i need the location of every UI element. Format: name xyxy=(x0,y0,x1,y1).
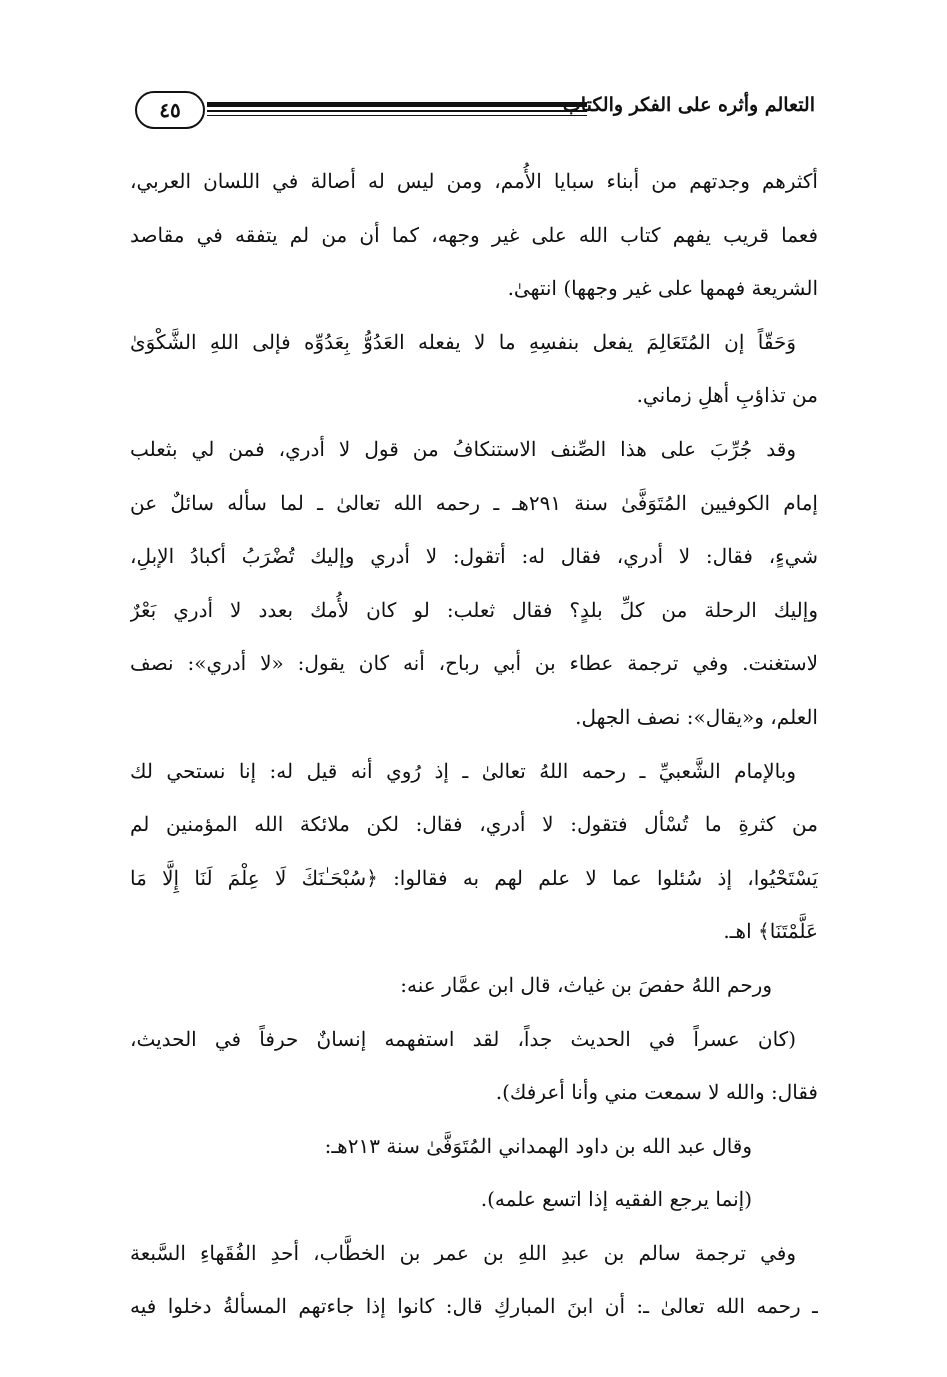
header-rule-thin xyxy=(207,115,587,116)
text-line: وفي ترجمة سالم بن عبدِ اللهِ بن عمر بن الخطَّاب، أحدِ الفُقَهاءِ السَّبعة xyxy=(130,1240,796,1265)
text-line: الشريعة فهمها على غير وجهها) انتهىٰ. xyxy=(507,276,818,301)
text-line: وإليك الرحلة من كلِّ بلدٍ؟ فقال ثعلب: لو كان لأُمك بعدد لا أدري بَعْرٌ xyxy=(130,597,818,622)
text-line: وَحَقّاً إن المُتَعَالِمَ يفعل بنفسِهِ ما لا يفعله العَدُوُّ بِعَدُوِّه فإلى اللهِ الشَّكْوَىٰ xyxy=(130,329,796,354)
text-line: يَسْتَحْيُوا، إذ سُئلوا عما لا علم لهم به فقالوا: ﴿سُبْحَـٰنَكَ لَا عِلْمَ لَنَا إِلَّا مَا xyxy=(130,865,818,890)
body-text xyxy=(130,155,818,1334)
page-header xyxy=(135,88,815,132)
page-number-badge: ٤٥ xyxy=(135,91,205,129)
text-line: وقد جُرِّبَ على هذا الصِّنف الاستنكافُ من قول لا أدري، فمن لي بثعلب xyxy=(130,436,796,461)
header-rule-medium xyxy=(207,110,587,112)
running-title: التعالم وأثره على الفكر والكتاب xyxy=(562,94,815,116)
text-line: وبالإمام الشَّعبيِّ ـ رحمه اللهُ تعالىٰ ـ إذ رُوي أنه قيل له: إنا نستحي لك xyxy=(130,758,796,783)
text-line: وقال عبد الله بن داود الهمداني المُتَوَفَّىٰ سنة ٢١٣هـ: xyxy=(324,1133,752,1158)
text-line: من تذاؤبِ أهلِ زماني. xyxy=(636,383,818,408)
text-line: إمام الكوفيين المُتَوَفَّىٰ سنة ٢٩١هـ ـ رحمه الله تعالىٰ ـ لما سأله سائلٌ عن xyxy=(130,490,818,515)
text-line: عَلَّمْتَنَا﴾ اهـ. xyxy=(723,919,818,944)
text-line: (إنما يرجع الفقيه إذا اتسع علمه). xyxy=(480,1187,752,1212)
text-line: (كان عسراً في الحديث جداً، لقد استفهمه إنسانٌ حرفاً في الحديث، xyxy=(130,1026,796,1051)
text-line: من كثرةِ ما تُسْأل فتقول: لا أدري، فقال: لكن ملائكة الله المؤمنين لم xyxy=(130,812,818,837)
text-line: العلم، و«يقال»: نصف الجهل. xyxy=(575,704,818,729)
text-line: ـ رحمه الله تعالىٰ ـ: أن ابنَ المباركِ قال: كانوا إذا جاءتهم المسألةُ دخلوا فيه xyxy=(130,1294,818,1319)
text-line: فقال: والله لا سمعت مني وأنا أعرفك). xyxy=(495,1080,818,1105)
text-line: فعما قريب يفهم كتاب الله على غير وجهه، كما أن من لم يتفقه في مقاصد xyxy=(130,222,818,247)
header-rule-thick xyxy=(207,102,587,107)
text-line: ورحم اللهُ حفصَ بن غياث، قال ابن عمَّار عنه: xyxy=(400,972,772,997)
text-line: أكثرهم وجدتهم من أبناء سبايا الأُمم، ومن ليس له أصالة في اللسان العربي، xyxy=(130,169,818,193)
text-line: شيءٍ، فقال: لا أدري، فقال له: أتقول: لا أدري وإليك تُضْرَبُ أكبادُ الإبلِ، xyxy=(130,544,818,569)
text-line: لاستغنت. وفي ترجمة عطاء بن أبي رباح، أنه كان يقول: «لا أدري»: نصف xyxy=(130,651,818,676)
